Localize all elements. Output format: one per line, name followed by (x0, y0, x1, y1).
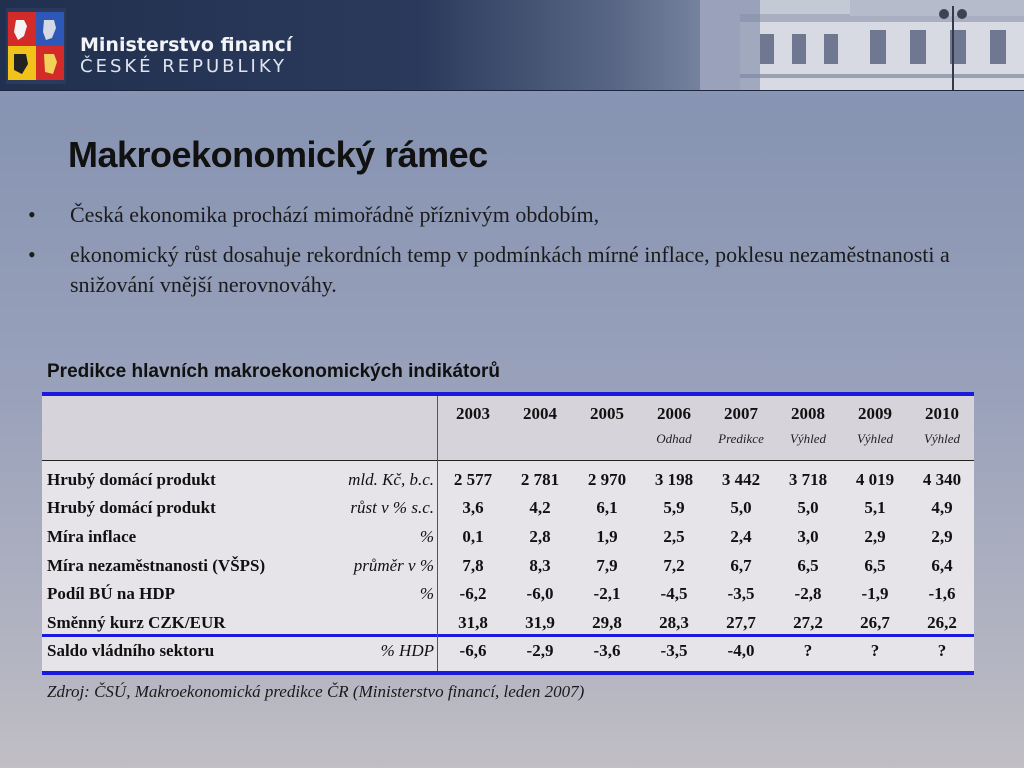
table-cell: -2,9 (526, 641, 554, 660)
row-unit: průměr v % (353, 556, 434, 575)
table-cell: 2,5 (663, 527, 685, 546)
table-cell: 5,9 (663, 498, 685, 517)
table-cell: 2,8 (529, 527, 551, 546)
row-label: Hrubý domácí produkt (47, 470, 216, 489)
table-cell: ? (870, 641, 880, 660)
table-cell: 3 442 (721, 470, 761, 489)
table-column-divider (437, 396, 438, 671)
table-separator-rule (42, 634, 974, 637)
year-note: Výhled (789, 431, 827, 446)
bullet-text: ekonomický růst dosahuje rekordních temp v podmínkách mírné inflace, poklesu nezaměstnanosti a snižování vnější nerovnováhy. (70, 242, 950, 297)
row-label: Směnný kurz CZK/EUR (47, 613, 226, 632)
table-cell: 7,2 (663, 556, 685, 575)
year-note: Odhad (656, 431, 692, 446)
table-cell: 4 019 (855, 470, 895, 489)
year-header: 2010 (925, 404, 959, 423)
row-unit: % (419, 584, 434, 603)
table-cell: 6,7 (730, 556, 752, 575)
table-cell: 4 340 (922, 470, 962, 489)
table-cell: 31,9 (525, 613, 555, 632)
bullet-item (24, 200, 1004, 230)
table-cell: -4,5 (660, 584, 688, 603)
table-cell: -6,2 (459, 584, 487, 603)
table-cell: 4,9 (931, 498, 953, 517)
row-label: Hrubý domácí produkt (47, 498, 216, 517)
year-header: 2007 (724, 404, 758, 423)
table-cell: 5,1 (864, 498, 886, 517)
row-unit: % HDP (380, 641, 434, 660)
table-cell: 2 577 (453, 470, 493, 489)
building-photo (700, 0, 1024, 90)
table-cell: -3,5 (727, 584, 755, 603)
table-cell: 6,1 (596, 498, 618, 517)
source-note: Zdroj: ČSÚ, Makroekonomická predikce ČR (Ministerstvo financí, leden 2007) (47, 682, 585, 701)
table-cell: 7,8 (462, 556, 484, 575)
table-cell: ? (803, 641, 813, 660)
year-note: Predikce (718, 431, 764, 446)
ministry-subtitle: ČESKÉ REPUBLIKY (80, 56, 288, 77)
header-banner (0, 0, 1024, 91)
year-note: Výhled (856, 431, 894, 446)
row-unit: růst v % s.c. (350, 498, 434, 517)
year-header: 2006 (657, 404, 691, 423)
row-label: Podíl BÚ na HDP (47, 584, 175, 603)
bullet-list (24, 200, 1004, 310)
year-header: 2004 (523, 404, 557, 423)
table-cell: -2,1 (593, 584, 621, 603)
table-header-background (42, 392, 974, 460)
table-cell: 4,2 (529, 498, 551, 517)
table-cell: 8,3 (529, 556, 551, 575)
table-cell: 1,9 (596, 527, 618, 546)
table-top-rule (42, 392, 974, 396)
table-cell: 29,8 (592, 613, 622, 632)
table-caption: Predikce hlavních makroekonomických indikátorů (47, 361, 500, 382)
table-cell: 26,2 (927, 613, 957, 632)
table-header-rule (42, 460, 974, 461)
table-cell: 2,4 (730, 527, 752, 546)
table-cell: 2,9 (864, 527, 886, 546)
year-header: 2003 (456, 404, 490, 423)
year-header: 2009 (858, 404, 892, 423)
table-cell: -6,0 (526, 584, 554, 603)
table-cell: -1,6 (928, 584, 956, 603)
table-cell: ? (937, 641, 947, 660)
ministry-name: Ministerstvo financí (80, 34, 293, 56)
table-cell: 5,0 (730, 498, 752, 517)
year-header: 2008 (791, 404, 825, 423)
bullet-text: Česká ekonomika prochází mimořádně příznivým obdobím, (70, 202, 600, 227)
table-cell: 6,5 (864, 556, 886, 575)
table-cell: 3 198 (654, 470, 694, 489)
year-header: 2005 (590, 404, 624, 423)
row-label: Míra nezaměstnanosti (VŠPS) (47, 556, 266, 575)
table-cell: 3,6 (462, 498, 484, 517)
bullet-item (24, 240, 1004, 300)
table-cell: 2 781 (520, 470, 560, 489)
table-cell: -2,8 (794, 584, 822, 603)
table-bottom-rule (42, 671, 974, 675)
row-unit: % (419, 527, 434, 546)
table-cell: 3 718 (788, 470, 828, 489)
bullet-dot: • (28, 202, 36, 227)
table-cell: 6,5 (797, 556, 819, 575)
row-unit: mld. Kč, b.c. (348, 470, 434, 489)
table-cell: 31,8 (458, 613, 488, 632)
table-cell: 0,1 (462, 527, 484, 546)
coat-of-arms-icon (6, 8, 66, 84)
table-cell: 27,7 (726, 613, 756, 632)
year-note: Výhled (923, 431, 961, 446)
row-label: Saldo vládního sektoru (47, 641, 215, 660)
table-cell: 7,9 (596, 556, 618, 575)
row-label: Míra inflace (47, 527, 137, 546)
table-cell: 3,0 (797, 527, 819, 546)
table-cell: -6,6 (459, 641, 487, 660)
table-cell: 28,3 (659, 613, 689, 632)
table-cell: 27,2 (793, 613, 823, 632)
table-cell: 2,9 (931, 527, 953, 546)
slide-title: Makroekonomický rámec (68, 134, 488, 175)
table-cell: -4,0 (727, 641, 755, 660)
table-cell: -1,9 (861, 584, 889, 603)
table-cell: 26,7 (860, 613, 890, 632)
bullet-dot: • (28, 242, 36, 267)
table-cell: -3,6 (593, 641, 621, 660)
table-cell: 5,0 (797, 498, 819, 517)
table-cell: 6,4 (931, 556, 953, 575)
table-cell: -3,5 (660, 641, 688, 660)
table-cell: 2 970 (587, 470, 627, 489)
